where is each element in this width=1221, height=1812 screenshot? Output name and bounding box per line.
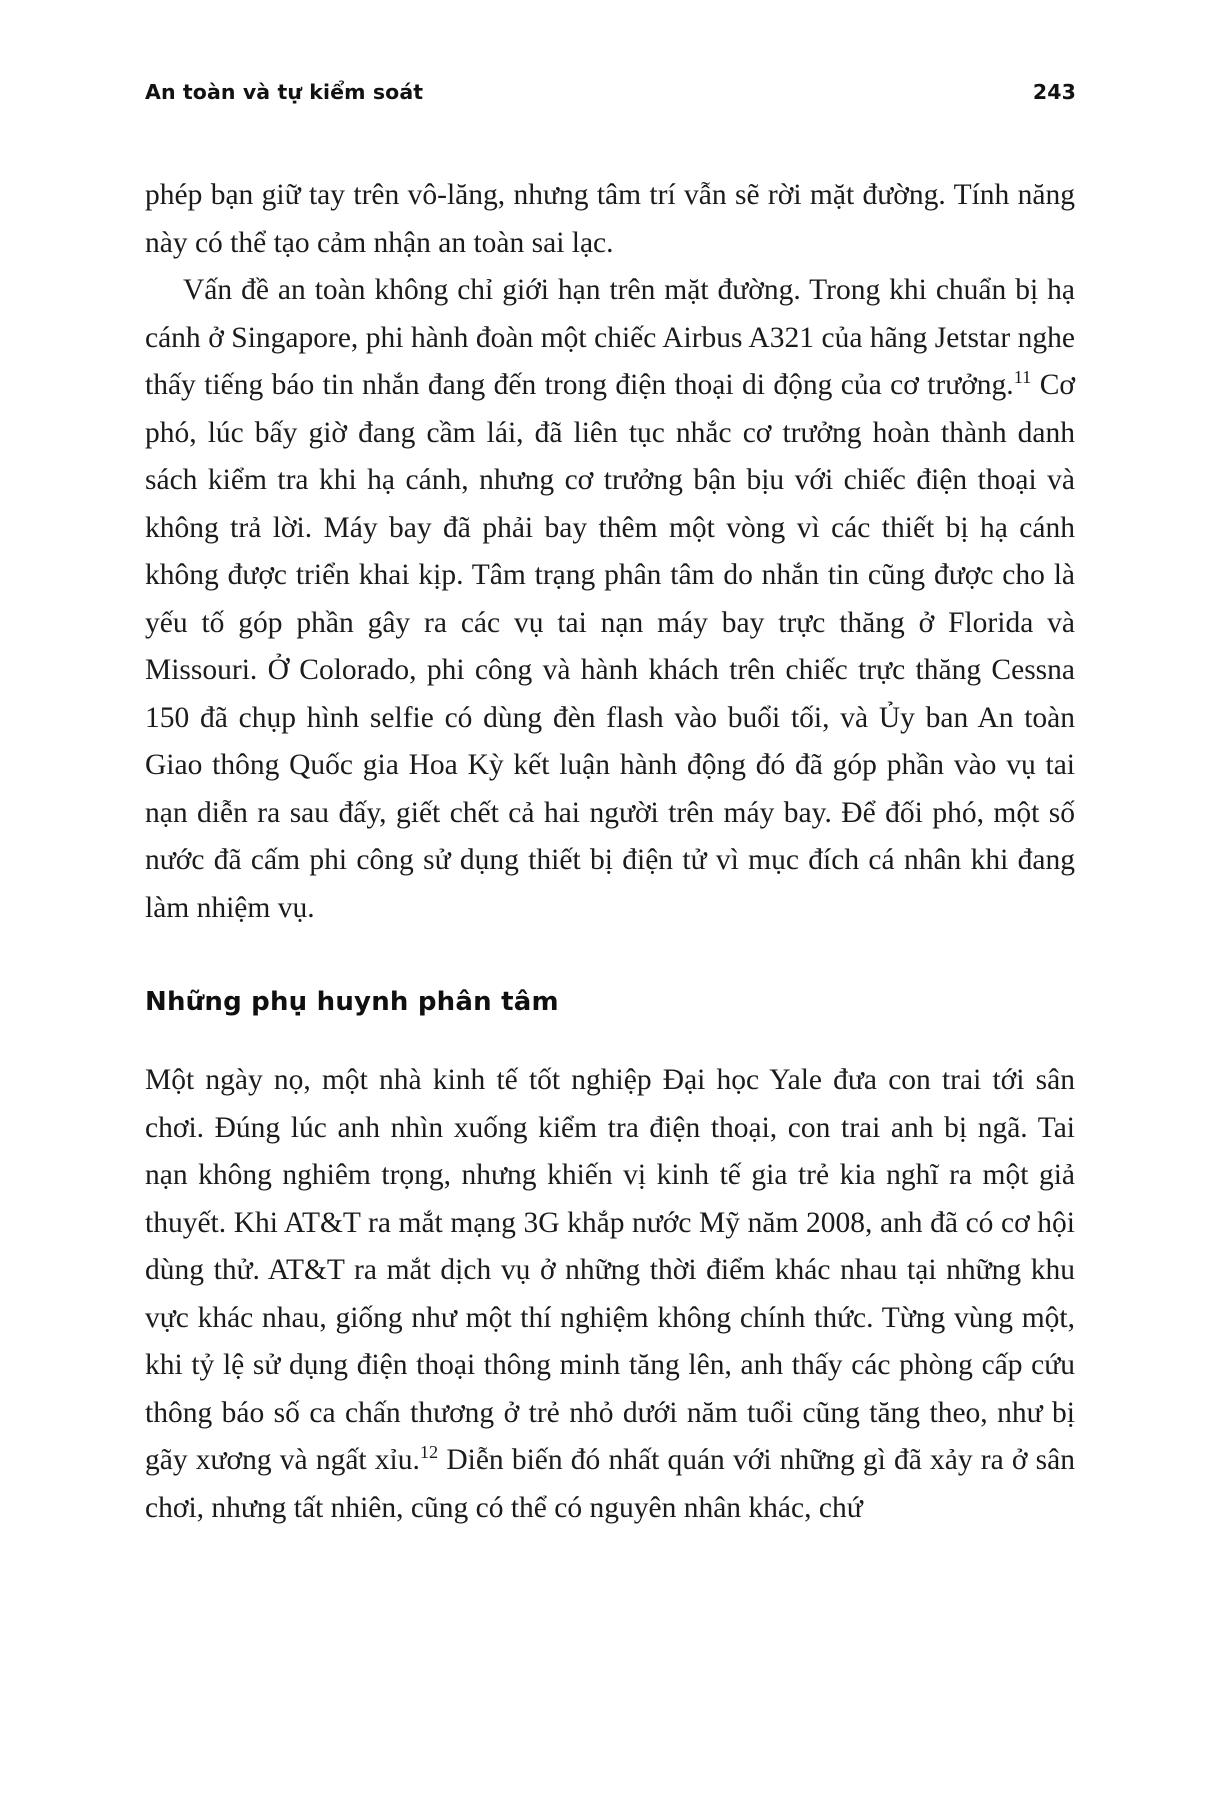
paragraph-parents-part1: Một ngày nọ, một nhà kinh tế tốt nghiệp Đại học Yale đưa con trai tới sân chơi. Đúng lúc anh nhìn xuống kiểm tra điện thoại, con trai anh bị ngã. Tai nạn không nghiêm trọng, nhưng khiến vị kinh tế gia trẻ kia nghĩ ra một giả thuyết. Khi AT&T ra mắt mạng 3G khắp nước Mỹ năm 2008, anh đã có cơ hội dùng thử. AT&T ra mắt dịch vụ ở những thời điểm khác nhau tại những khu vực khác nhau, giống như một thí nghiệm không chính thức. Từng vùng một, khi tỷ lệ sử dụng điện thoại thông minh tăng lên, anh thấy các phòng cấp cứu thông báo số ca chấn thương ở trẻ nhỏ dưới năm tuổi cũng tăng theo, như bị gãy xương và ngất xỉu. bbox=[145, 1064, 1075, 1476]
footnote-marker-11: 11 bbox=[1013, 367, 1032, 388]
running-head bbox=[145, 80, 1076, 104]
paragraph-parents bbox=[145, 1057, 1075, 1532]
section-subheading: Những phụ huynh phân tâm bbox=[145, 987, 559, 1017]
paragraph-aviation-part1: Vấn đề an toàn không chỉ giới hạn trên mặt đường. Trong khi chuẩn bị hạ cánh ở Singapore, phi hành đoàn một chiếc Airbus A321 của hãng Jetstar nghe thấy tiếng báo tin nhắn đang đến trong điện thoại di động của cơ trưởng. bbox=[145, 274, 1075, 401]
footnote-marker-12: 12 bbox=[419, 1442, 439, 1463]
page-number: 243 bbox=[1032, 80, 1076, 104]
running-head-title: An toàn và tự kiểm soát bbox=[145, 80, 424, 104]
paragraph-parents-part2: Diễn biến đó nhất quán với những gì đã xảy ra ở sân chơi, nhưng tất nhiên, cũng có thể có nguyên nhân khác, chứ bbox=[145, 1444, 1075, 1524]
paragraph-aviation-part2: Cơ phó, lúc bấy giờ đang cầm lái, đã liên tục nhắc cơ trưởng hoàn thành danh sách kiểm tra khi hạ cánh, nhưng cơ trưởng bận bịu với chiếc điện thoại và không trả lời. Máy bay đã phải bay thêm một vòng vì các thiết bị hạ cánh không được triển khai kịp. Tâm trạng phân tâm do nhắn tin cũng được cho là yếu tố góp phần gây ra các vụ tai nạn máy bay trực thăng ở Florida và Missouri. Ở Colorado, phi công và hành khách trên chiếc trực thăng Cessna 150 đã chụp hình selfie có dùng đèn flash vào buổi tối, và Ủy ban An toàn Giao thông Quốc gia Hoa Kỳ kết luận hành động đó đã góp phần vào vụ tai nạn diễn ra sau đấy, giết chết cả hai người trên máy bay. Để đối phó, một số nước đã cấm phi công sử dụng thiết bị điện tử vì mục đích cá nhân khi đang làm nhiệm vụ. bbox=[145, 369, 1075, 924]
paragraph-continuation: phép bạn giữ tay trên vô-lăng, nhưng tâm trí vẫn sẽ rời mặt đường. Tính năng này có thể tạo cảm nhận an toàn sai lạc. bbox=[145, 179, 1075, 259]
paragraph-aviation bbox=[145, 267, 1075, 932]
body-text-column bbox=[145, 172, 1075, 1532]
